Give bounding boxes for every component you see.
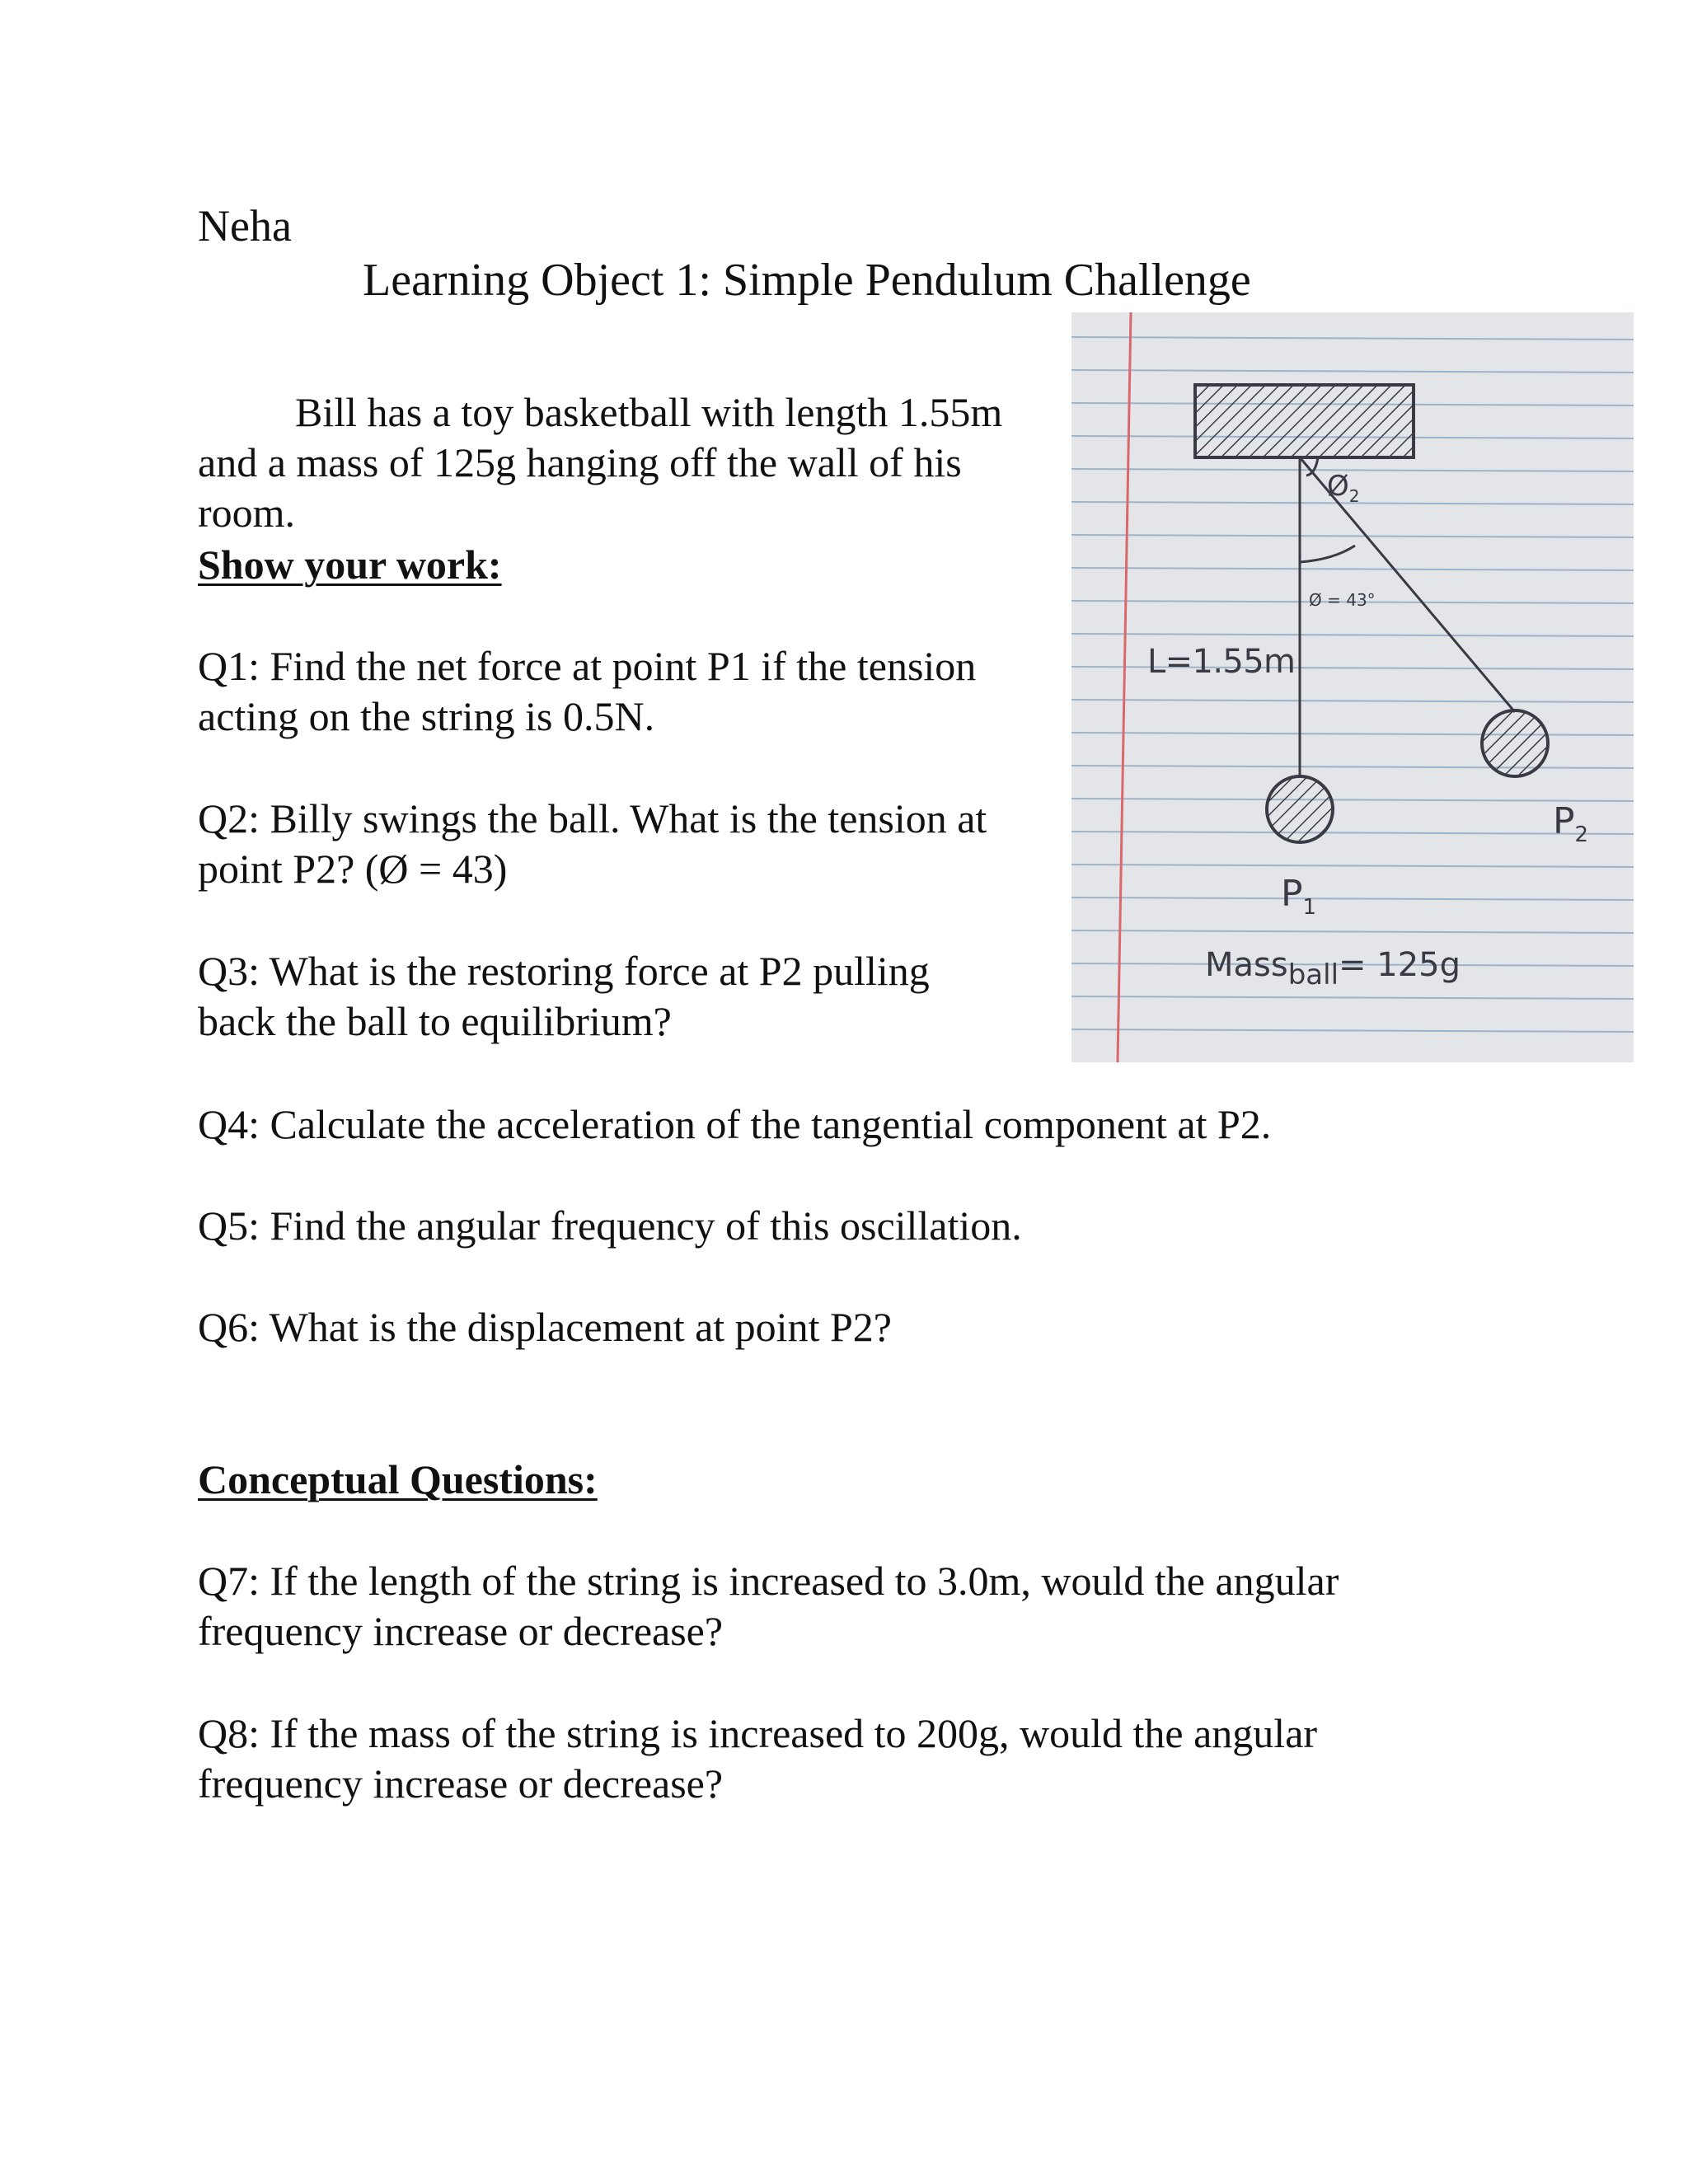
question-line: Q7: If the length of the string is increased to 3.0m, would the angular	[198, 1558, 1339, 1604]
author-name: Neha	[198, 201, 292, 251]
intro-line-1: Bill has a toy basketball with length 1.55m	[295, 389, 1003, 435]
ball-p1	[1267, 776, 1333, 842]
intro-paragraph	[198, 387, 1055, 538]
p1-label: $P_1$	[1281, 873, 1317, 920]
p2-label: $P_2$	[1553, 800, 1589, 847]
question-line: frequency increase or decrease?	[198, 1608, 724, 1654]
ball-p2	[1482, 710, 1548, 776]
show-work-heading: Show your work:	[198, 541, 502, 588]
theta2-label: $Ø_2$	[1327, 470, 1360, 506]
question-q8	[198, 1708, 1317, 1809]
pendulum-diagram	[1071, 312, 1634, 1062]
question-line: Q1: Find the net force at point P1 if the tension	[198, 643, 977, 689]
question-q6	[198, 1302, 892, 1352]
question-line: acting on the string is 0.5N.	[198, 693, 655, 739]
length-label: L=1.55m	[1147, 643, 1296, 681]
question-line: Q3: What is the restoring force at P2 pulling	[198, 948, 930, 994]
question-q7	[198, 1556, 1339, 1657]
question-q3	[198, 946, 930, 1047]
question-q4	[198, 1099, 1271, 1150]
conceptual-heading: Conceptual Questions:	[198, 1456, 598, 1502]
ceiling-block	[1195, 385, 1414, 457]
angle-label: Ø = 43°	[1309, 590, 1376, 610]
question-q1	[198, 641, 976, 742]
question-line: Q2: Billy swings the ball. What is the tension at	[198, 795, 987, 841]
angle-arc	[1300, 546, 1355, 562]
page-title: Learning Object 1: Simple Pendulum Challenge	[363, 255, 1251, 306]
pendulum-sketch-photo	[1071, 312, 1634, 1062]
notebook-margin-line	[1118, 312, 1131, 1062]
question-line: Q4: Calculate the acceleration of the tangential component at P2.	[198, 1101, 1272, 1147]
question-line: Q5: Find the angular frequency of this oscillation.	[198, 1202, 1022, 1249]
question-q5	[198, 1201, 1022, 1251]
question-line: point P2? (Ø = 43)	[198, 846, 508, 892]
question-line: Q8: If the mass of the string is increased to 200g, would the angular	[198, 1710, 1318, 1756]
intro-line-2: and a mass of 125g hanging off the wall of his	[198, 439, 962, 485]
question-q2	[198, 794, 987, 894]
mass-label: Mass$_{ball}$= 125g	[1205, 946, 1461, 991]
question-line: Q6: What is the displacement at point P2?	[198, 1304, 892, 1350]
intro-line-3: room.	[198, 490, 296, 536]
question-line: back the ball to equilibrium?	[198, 998, 672, 1044]
question-line: frequency increase or decrease?	[198, 1760, 724, 1807]
